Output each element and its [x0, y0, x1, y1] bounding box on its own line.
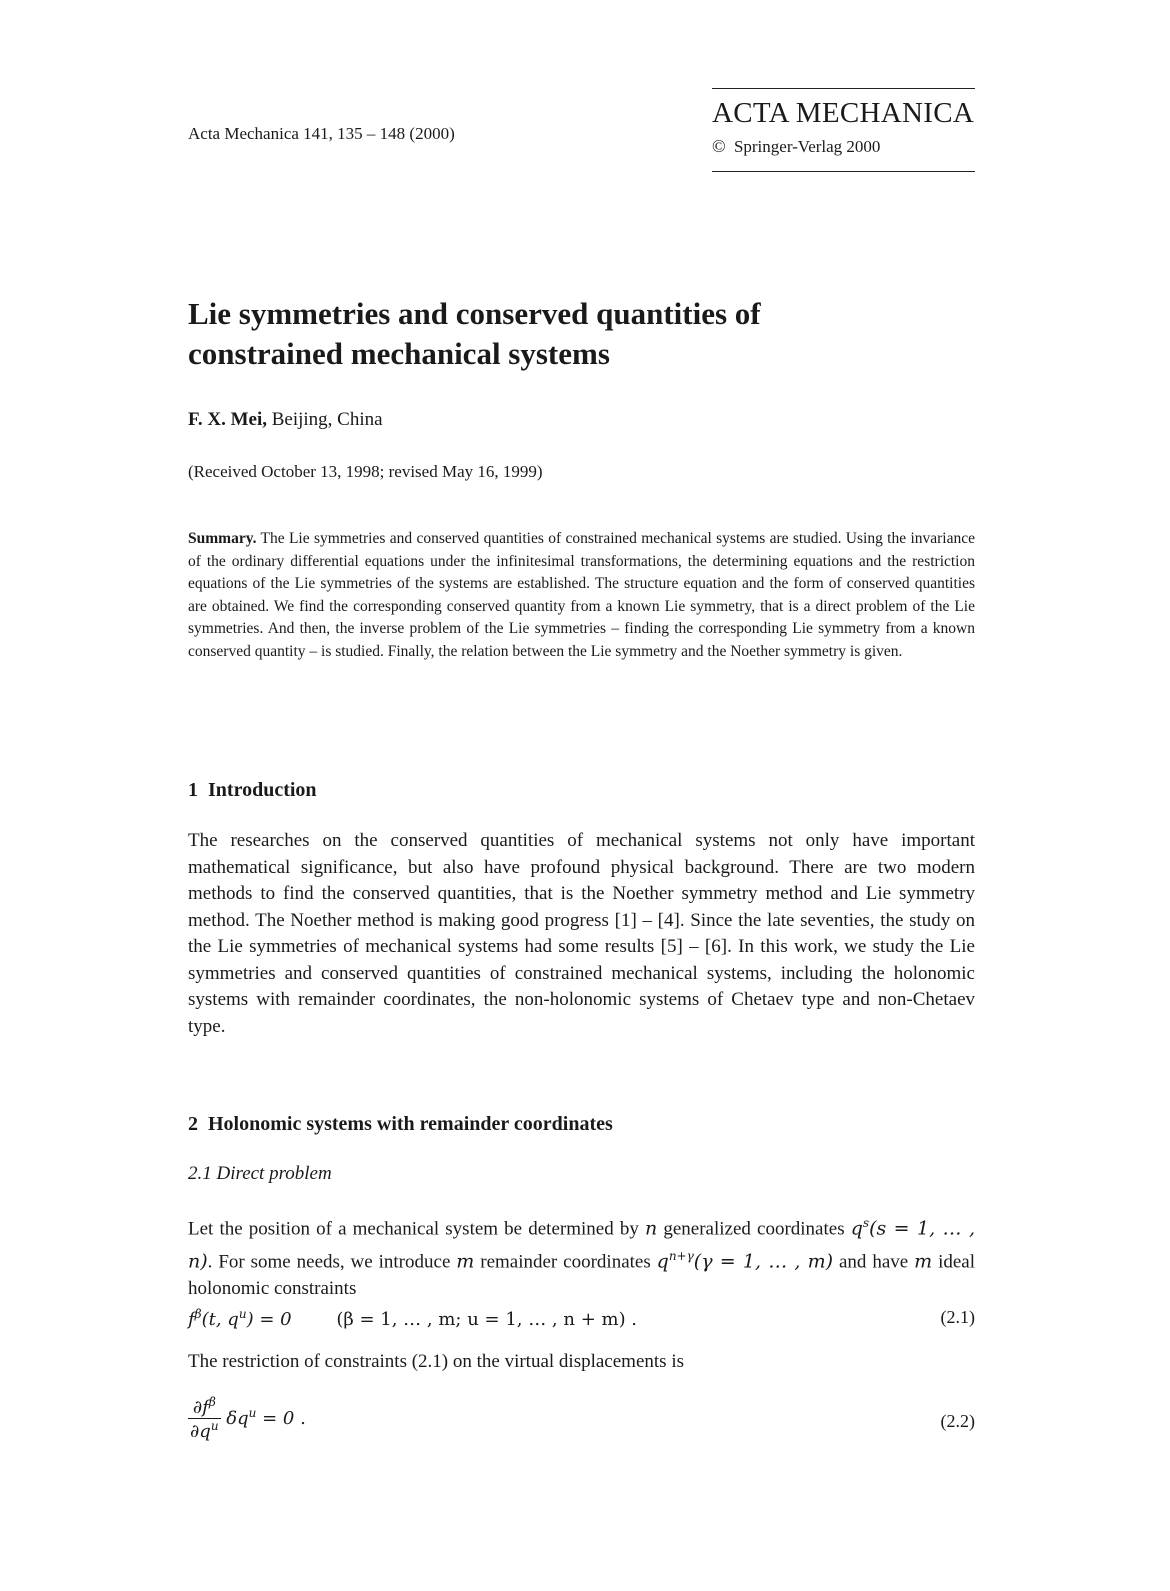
- publisher-line: [712, 136, 975, 157]
- math-sup: s: [862, 1216, 870, 1230]
- equation-2-2: [188, 1395, 975, 1455]
- equation-2-1: [188, 1307, 975, 1335]
- math-delta-q: δq: [220, 1407, 249, 1429]
- equation-lhs: [188, 1309, 292, 1330]
- section-heading-introduction: [188, 779, 317, 802]
- math-end: ) = 0: [246, 1309, 292, 1330]
- received-dates: (Received October 13, 1998; revised May 16, 1999): [188, 462, 543, 481]
- author-name: F. X. Mei,: [188, 409, 267, 430]
- publisher-name: Springer-Verlag 2000: [733, 137, 881, 156]
- equation-number: (2.2): [940, 1411, 975, 1431]
- text-run: Let the position of a mechanical system be determined by: [188, 1218, 645, 1240]
- abstract-label: Summary.: [188, 530, 257, 547]
- math-den: ∂q: [190, 1421, 211, 1442]
- math-sup: u: [210, 1419, 219, 1433]
- math-range: (s = 1, … , n): [188, 1217, 975, 1273]
- math-sup: β: [208, 1395, 216, 1409]
- text-run: ideal holonomic constraints: [188, 1251, 975, 1299]
- section-number: 1: [188, 779, 198, 801]
- equation-lhs: [188, 1395, 306, 1442]
- fraction-denominator: [188, 1419, 221, 1442]
- body-paragraph: [188, 1210, 975, 1302]
- section-heading-holonomic: [188, 1113, 613, 1136]
- abstract-text: The Lie symmetries and conserved quantities of constrained mechanical systems are studied. Using the invariance of the ordinary differential equations under the infinitesimal transformations, the determining equations and the restriction equations of the Lie symmetries of the systems are established. The structure equation and the form of conserved quantities are obtained. We find the corresponding conserved quantity from a known Lie symmetry, that is a direct problem of the Lie symmetries. And then, the inverse problem of the Lie symmetries – finding the corresponding Lie symmetry from a known conserved quantity – is studied. Finally, the relation between the Lie symmetry and the Noether symmetry is given.: [188, 530, 975, 660]
- journal-masthead: [712, 88, 975, 172]
- section-title: Introduction: [208, 779, 317, 801]
- math-sup: u: [248, 1405, 257, 1420]
- text-run: generalized coordinates: [657, 1218, 851, 1240]
- partial-derivative-fraction: [188, 1395, 221, 1442]
- math-var-m: m: [914, 1250, 933, 1273]
- math-sup: n+γ: [668, 1248, 694, 1263]
- fraction-numerator: [188, 1395, 221, 1419]
- math-num: ∂f: [192, 1397, 209, 1418]
- section-number: 2: [188, 1113, 198, 1135]
- math-q: q: [850, 1217, 863, 1240]
- title-line-1: Lie symmetries and conserved quantities of: [188, 296, 761, 331]
- math-range: (γ = 1, … , m): [693, 1250, 834, 1273]
- abstract: [188, 528, 975, 663]
- journal-name: ACTA MECHANICA: [712, 97, 975, 129]
- introduction-paragraph: The researches on the conserved quantities of mechanical systems not only have important mathematical significance, but also have profound physical background. There are two modern methods to find the conserved quantities, that is the Noether symmetry method and Lie symmetry method. The Noether method is making good progress [1] – [4]. Since the late seventies, the study on the Lie symmetries of mechanical systems had some results [5] – [6]. In this work, we study the Lie symmetries and conserved quantities of constrained mechanical systems, including the holonomic systems with remainder coordinates, the non-holonomic systems of Chetaev type and non-Chetaev type.: [188, 830, 975, 1037]
- equation-number: (2.1): [940, 1307, 975, 1327]
- math-var-m: m: [456, 1250, 475, 1273]
- text-run: remainder coordinates: [474, 1251, 657, 1273]
- section-title: Holonomic systems with remainder coordinates: [208, 1113, 613, 1135]
- author-affiliation: Beijing, China: [266, 409, 383, 430]
- body-paragraph: The restriction of constraints (2.1) on the virtual displacements is: [188, 1351, 684, 1372]
- text-run: and have: [833, 1251, 915, 1273]
- math-q: q: [656, 1250, 669, 1273]
- equation-condition: (β = 1, … , m; u = 1, … , n + m) .: [336, 1309, 638, 1330]
- paper-title: [188, 294, 948, 374]
- title-line-2: constrained mechanical systems: [188, 336, 610, 371]
- copyright-symbol: ©: [712, 136, 726, 156]
- journal-citation: Acta Mechanica 141, 135 – 148 (2000): [188, 124, 455, 143]
- math-sup: u: [238, 1307, 247, 1321]
- math-end: = 0 .: [256, 1407, 306, 1429]
- math-args: (t, q: [201, 1309, 239, 1330]
- math-f: f: [188, 1309, 195, 1330]
- math-sup: β: [194, 1307, 202, 1321]
- masthead-top-rule: [712, 88, 975, 89]
- subsection-heading: 2.1 Direct problem: [188, 1163, 332, 1184]
- math-var-n: n: [644, 1217, 658, 1240]
- text-run: . For some needs, we introduce: [207, 1251, 457, 1273]
- author-line: [188, 409, 383, 431]
- masthead-bottom-rule: [712, 171, 975, 172]
